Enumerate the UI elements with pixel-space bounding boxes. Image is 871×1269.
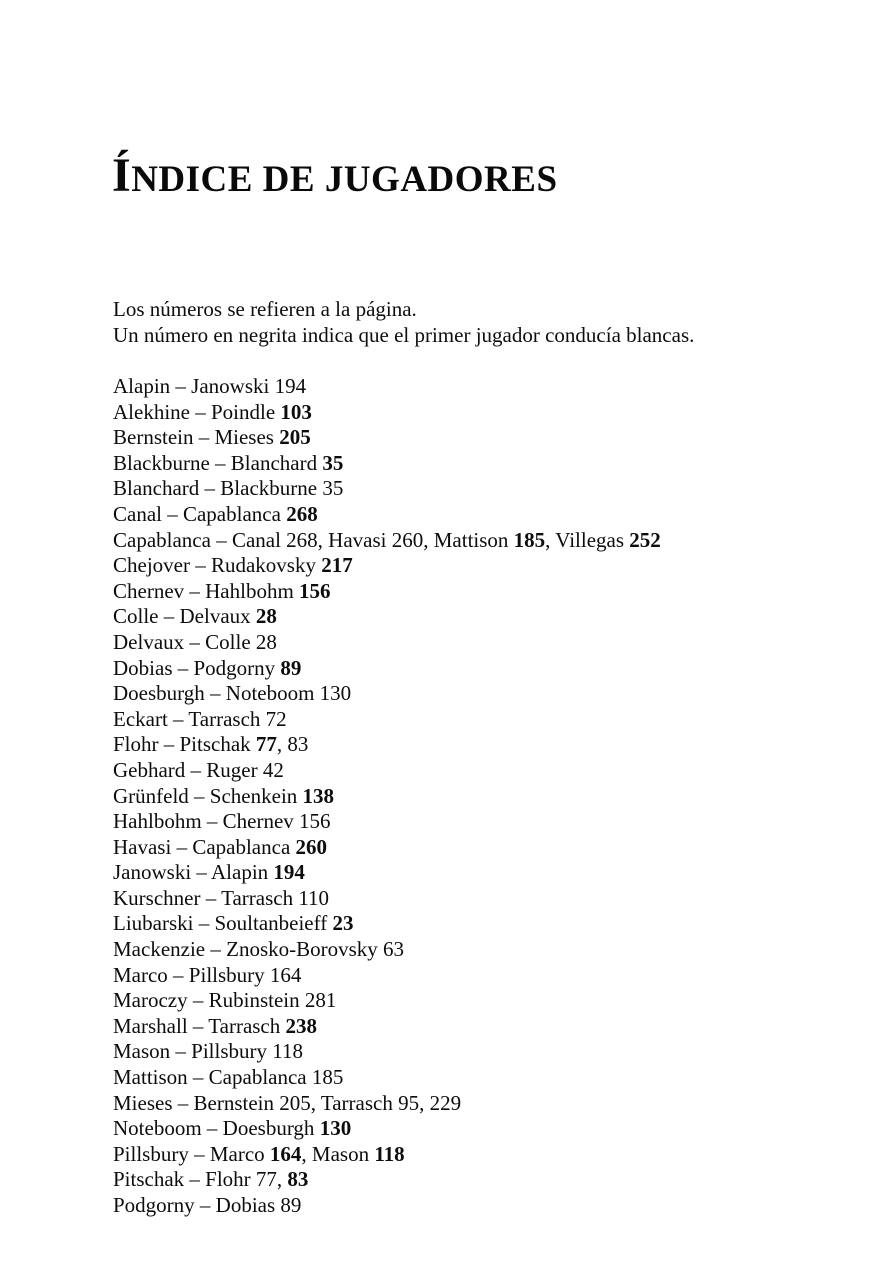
page-number-bold: 83: [287, 1167, 309, 1192]
entry-text: Noteboom – Doesburgh: [113, 1116, 320, 1141]
entry-text: , Mason: [301, 1141, 375, 1166]
entry-text: Liubarski – Soultanbeieff: [113, 911, 333, 936]
page-number-bold: 194: [273, 860, 305, 885]
entry-text: Podgorny – Dobias 89: [113, 1193, 302, 1217]
page-number-bold: 89: [280, 655, 302, 680]
page-number-bold: 77: [255, 732, 277, 757]
entry-text: Colle – Delvaux: [113, 604, 256, 629]
entry-text: Janowski – Alapin: [113, 860, 274, 885]
entry-text: Mattison – Capablanca 185: [113, 1065, 344, 1090]
entry-text: Mieses – Bernstein 205, Tarrasch 95, 229: [113, 1090, 462, 1115]
entry-text: Alekhine – Poindle: [113, 399, 281, 424]
index-entry: [113, 400, 661, 426]
intro-block: [113, 297, 694, 348]
entry-text: Eckart – Tarrasch 72: [113, 706, 287, 731]
entry-text: Blackburne – Blanchard: [113, 450, 323, 475]
index-entry: [113, 579, 661, 605]
entry-text: Marco – Pillsbury 164: [113, 962, 302, 987]
entry-text: Chernev – Hahlbohm: [113, 578, 300, 603]
index-entry: [113, 528, 661, 554]
entry-text: Chejover – Rudakovsky: [113, 553, 322, 578]
page-number-bold: 28: [255, 604, 277, 629]
index-entry: [113, 886, 661, 912]
entry-text: , 83: [276, 732, 309, 757]
entry-text: Pillsbury – Marco: [113, 1141, 270, 1166]
page-number-bold: 238: [285, 1013, 318, 1038]
index-entry: [113, 476, 661, 502]
page-number-bold: 164: [269, 1141, 302, 1166]
entry-text: Maroczy – Rubinstein 281: [113, 988, 337, 1013]
index-entry: [113, 1014, 661, 1040]
entry-text: Grünfeld – Schenkein: [113, 783, 303, 808]
index-entry: [113, 1193, 661, 1219]
index-entry: [113, 1142, 661, 1168]
index-entry: [113, 502, 661, 528]
entry-text: Flohr – Pitschak: [113, 732, 256, 757]
index-entry: [113, 604, 661, 630]
entry-text: Doesburgh – Noteboom 130: [113, 681, 352, 706]
entry-text: Hahlbohm – Chernev 156: [113, 809, 331, 834]
page-number-bold: 205: [279, 425, 311, 450]
index-entry: [113, 911, 661, 937]
intro-line-pages: Los números se refieren a la página.: [113, 297, 417, 321]
entry-text: Kurschner – Tarrasch 110: [113, 885, 330, 910]
index-entry: [113, 835, 661, 861]
page-number-bold: 103: [280, 399, 312, 424]
entry-text: Pitschak – Flohr 77,: [113, 1167, 288, 1192]
index-entry: [113, 860, 661, 886]
page-title: ÍNDICE DE JUGADORES: [112, 149, 558, 202]
entry-text: Delvaux – Colle 28: [113, 629, 277, 654]
index-entry: [113, 656, 661, 682]
page-number-bold: 130: [319, 1116, 352, 1141]
index-entry: [113, 1091, 661, 1117]
page-number-bold: 217: [321, 553, 353, 578]
page-number-bold: 35: [322, 450, 344, 475]
entry-text: Mackenzie – Znosko-Borovsky 63: [113, 937, 405, 962]
page-number-bold: 23: [332, 911, 354, 936]
page-number-bold: 138: [302, 783, 335, 808]
entry-text: Alapin – Janowski 194: [113, 374, 307, 398]
index-entry: [113, 809, 661, 835]
entry-text: , Villegas: [545, 527, 630, 552]
index-entry: [113, 707, 661, 733]
index-entry: [113, 1167, 661, 1193]
index-entry: [113, 425, 661, 451]
index-entry: [113, 1039, 661, 1065]
entry-text: Havasi – Capablanca: [113, 834, 296, 859]
page-number-bold: 268: [286, 501, 318, 526]
entry-text: Capablanca – Canal 268, Havasi 260, Mattison: [113, 527, 514, 552]
index-entry: [113, 681, 661, 707]
entry-text: Dobias – Podgorny: [113, 655, 281, 680]
index-entry: [113, 988, 661, 1014]
index-entry: [113, 937, 661, 963]
index-entry: [113, 451, 661, 477]
index-entry: [113, 1116, 661, 1142]
intro-line-bold-note: Un número en negrita indica que el primer jugador conducía blancas.: [113, 322, 695, 347]
entry-text: Canal – Capablanca: [113, 501, 287, 526]
index-entry: [113, 630, 661, 656]
page-number-bold: 118: [374, 1141, 405, 1166]
page-number-bold: 252: [629, 527, 661, 552]
entry-text: Mason – Pillsbury 118: [113, 1039, 303, 1064]
entry-text: Bernstein – Mieses: [113, 425, 280, 450]
index-entry: [113, 732, 661, 758]
entry-text: Gebhard – Ruger 42: [113, 757, 284, 782]
page-number-bold: 260: [295, 834, 328, 859]
page-number-bold: 185: [513, 527, 546, 552]
index-entry: [113, 553, 661, 579]
index-entry: [113, 963, 661, 989]
index-entry: [113, 784, 661, 810]
player-index-list: [113, 374, 661, 1219]
index-entry: [113, 758, 661, 784]
page-number-bold: 156: [299, 578, 331, 603]
entry-text: Marshall – Tarrasch: [113, 1013, 286, 1038]
index-entry: [113, 374, 661, 400]
index-entry: [113, 1065, 661, 1091]
entry-text: Blanchard – Blackburne 35: [113, 476, 344, 501]
